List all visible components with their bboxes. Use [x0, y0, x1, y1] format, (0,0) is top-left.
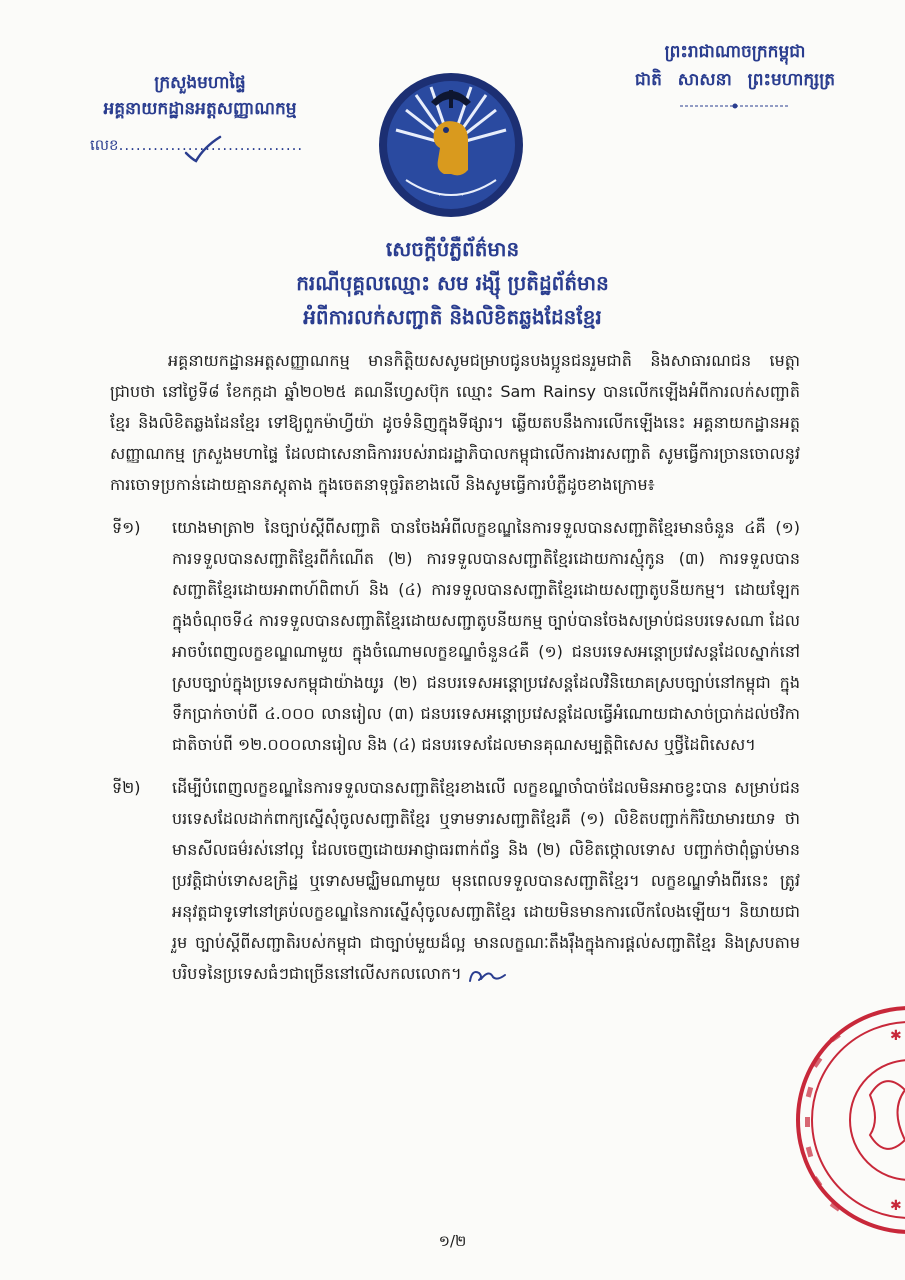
list-item	[110, 512, 800, 760]
svg-text:✱: ✱	[890, 1198, 902, 1214]
reference-dots: ................................	[118, 136, 304, 154]
list-item	[110, 772, 800, 989]
item-number: ទី១)	[112, 518, 141, 537]
document-body	[110, 345, 800, 989]
department-name: អគ្គនាយកដ្ឋានអត្តសញ្ញាណកម្ម	[103, 99, 297, 119]
title-line-1: សេចក្តីបំភ្លឺព័ត៌មាន	[385, 237, 520, 261]
ministry-name: ក្រសួងមហាផ្ទៃ	[154, 73, 246, 93]
header-right	[590, 38, 880, 114]
item-text: យោងមាត្រា២ នៃច្បាប់ស្តីពីសញ្ជាតិ បានចែងអំពីលក្ខខណ្ឌនៃការទទួលបានសញ្ជាតិខ្មែរមានចំនួន ៤គឺ (១) ការទទួលបានសញ្ជាតិខ្មែរពីកំណើត (២) ការទទួលបានសញ្ជាតិខ្មែរដោយការស្មុំកូន (៣) ការទទួលបានសញ្ជាតិខ្មែរដោយអាពាហ៍ពិពាហ៍ និង (៤) ការទទួលបានសញ្ជាតិខ្មែរដោយសញ្ជាតូបនីយកម្ម។ ដោយឡែកក្នុងចំណុចទី៤ ការទទួលបានសញ្ជាតិខ្មែរដោយសញ្ជាតូបនីយកម្ម ច្បាប់បានចែងសម្រាប់ជនបរទេសណា ដែលអាចបំពេញលក្ខខណ្ឌណាមួយ ក្នុងចំណោមលក្ខខណ្ឌចំនួន៤គឺ (១) ជនបរទេសអន្តោប្រវេសន្តដែលស្នាក់នៅស្របច្បាប់ក្នុងប្រទេសកម្ពុជាយ៉ាងយូរ (២) ជនបរទេសអន្តោប្រវេសន្តដែលវិនិយោគស្របច្បាប់នៅកម្ពុជា ក្នុងទឹកប្រាក់ចាប់ពី ៤.០០០ លានរៀល (៣) ជនបរទេសអន្តោប្រវេសន្តដែលធ្វើអំណោយជាសាច់ប្រាក់ដល់ថវិកាជាតិចាប់ពី ១២.០០០លានរៀល និង (៤) ជនបរទេសដែលមានគុណសម្បត្តិពិសេស ឬថ្វីដៃពិសេស។	[172, 518, 800, 754]
document-titles	[120, 232, 785, 334]
department-seal-icon	[376, 70, 526, 220]
svg-text:✱: ✱	[890, 1028, 902, 1044]
initial-signature-icon	[467, 965, 507, 985]
kingdom-name: ព្រះរាជាណាចក្រកម្ពុជា	[664, 42, 806, 62]
official-stamp-icon	[790, 1000, 905, 1240]
intro-paragraph: អគ្គនាយកដ្ឋានអត្តសញ្ញាណកម្ម មានកិត្តិយសសូមជម្រាបជូនបងប្អូនជនរួមជាតិ និងសាធារណជន មេត្តាជ្រាបថា នៅថ្ងៃទី៨ ខែកក្កដា ឆ្នាំ២០២៥ គណនីហ្វេសប៊ុក ឈ្មោះ Sam Rainsy បានលើកឡើងអំពីការលក់សញ្ជាតិខ្មែរ និងលិខិតឆ្លងដែនខ្មែរ ទៅឱ្យពួកម៉ាហ្វីយ៉ា ដូចទំនិញក្នុងទីផ្សារ។ ឆ្លើយតបនឹងការលើកឡើងនេះ អគ្គនាយកដ្ឋានអត្តសញ្ញាណកម្ម ក្រសួងមហាផ្ទៃ ដែលជាសេនាធិការរបស់រាជរដ្ឋាភិបាលកម្ពុជាលើការងារសញ្ជាតិ សូមធ្វើការច្រានចោលនូវការចោទប្រកាន់ដោយគ្មានភស្តុតាង ក្នុងចេតនាទុច្ចរិតខាងលើ និងសូមធ្វើការបំភ្លឺដូចខាងក្រោម៖	[110, 351, 800, 494]
title-line-2: ករណីបុគ្គលឈ្មោះ សម រង្ស៊ី ប្រតិដ្ឋព័ត៌មាន	[296, 271, 609, 295]
svg-text:· · · · ·: · · · · ·	[438, 191, 464, 201]
item-text: ដើម្បីបំពេញលក្ខខណ្ឌនៃការទទួលបានសញ្ជាតិខ្មែរខាងលើ លក្ខខណ្ឌចាំបាច់ដែលមិនអាចខ្វះបាន សម្រាប់ជនបរទេសដែលដាក់ពាក្យស្នើសុំចូលសញ្ជាតិខ្មែរ ឬទាមទារសញ្ជាតិខ្មែរគឺ (១) លិខិតបញ្ជាក់កិរិយាមារយាទ ថាមានសីលធម៌រស់នៅល្អ ដែលចេញដោយអាជ្ញាធរពាក់ព័ន្ធ និង (២) លិខិតថ្កោលទោស បញ្ជាក់ថាពុំធ្លាប់មានប្រវត្តិជាប់ទោសឧក្រិដ្ឋ ឬទោសមជ្ឈិមណាមួយ មុនពេលទទួលបានសញ្ជាតិខ្មែរ។ លក្ខខណ្ឌទាំងពីរនេះ ត្រូវអនុវត្តជាទូទៅនៅគ្រប់លក្ខខណ្ឌនៃការស្នើសុំចូលសញ្ជាតិខ្មែរ ដោយមិនមានការលើកលែងឡើយ។ និយាយជារួម ច្បាប់ស្តីពីសញ្ជាតិរបស់កម្ពុជា ជាច្បាប់មួយដ៏ល្អ មានលក្ខណៈតឹងរ៉ឹងក្នុងការផ្តល់សញ្ជាតិខ្មែរ និងស្របតាមបរិបទនៃប្រទេសធំៗជាច្រើននៅលើសកលលោក។	[172, 778, 800, 983]
item-number: ទី២)	[112, 778, 141, 797]
national-motto: ជាតិ សាសនា ព្រះមហាក្សត្រ	[634, 70, 836, 90]
check-mark-icon	[182, 135, 222, 165]
page-number: ១/២	[438, 1232, 467, 1250]
ornament-divider-icon	[680, 102, 790, 110]
title-line-3: អំពីការលក់សញ្ជាតិ និងលិខិតឆ្លងដែនខ្មែរ	[303, 305, 602, 329]
reference-label: លេខ	[90, 136, 119, 154]
